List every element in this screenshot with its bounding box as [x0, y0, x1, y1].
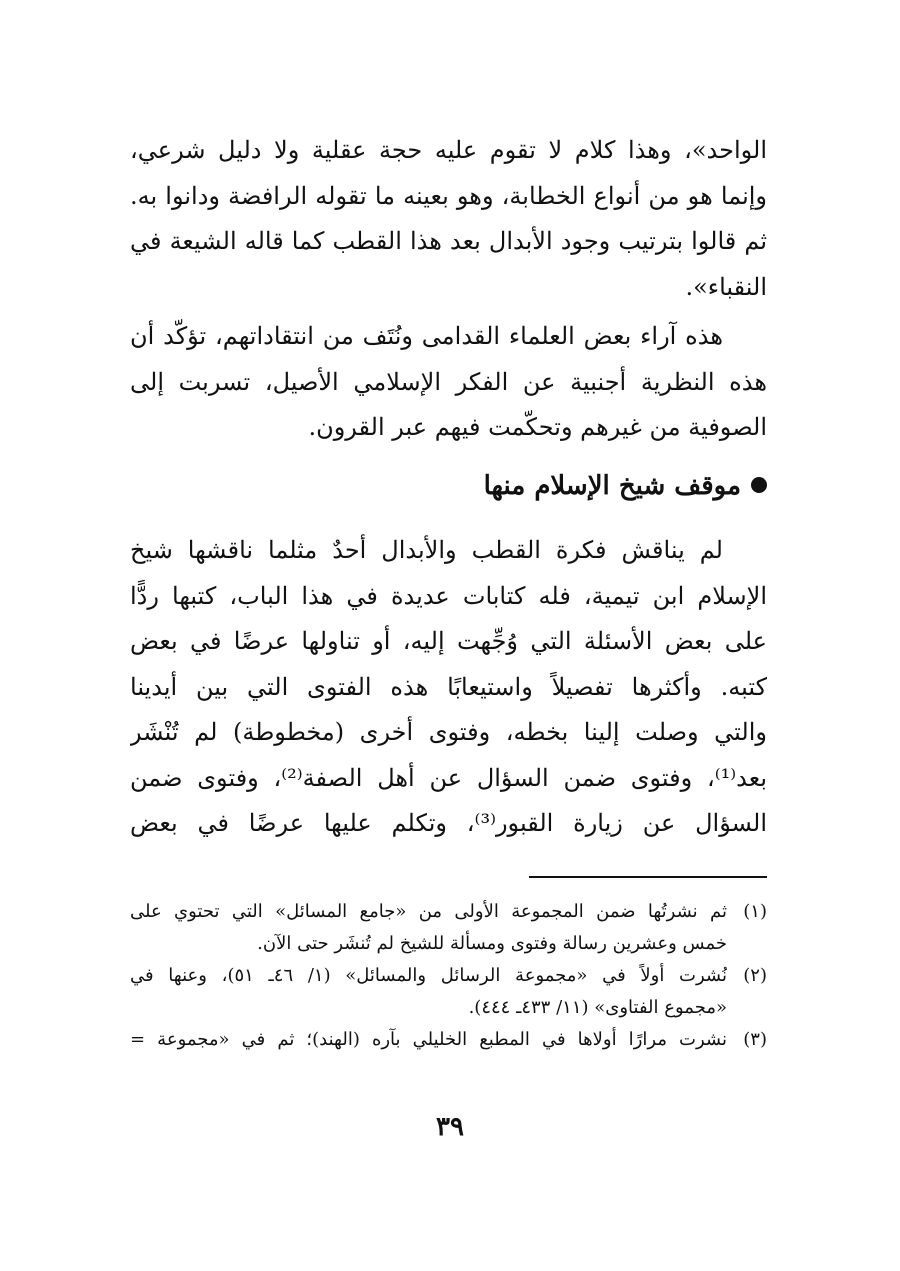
- footnote-line: خمس وعشرين رسالة وفتوى ومسألة للشيخ لم تُنشَر حتى الآن.: [257, 933, 727, 954]
- bullet-icon: [751, 477, 767, 493]
- text-line: النقباء».: [685, 272, 767, 301]
- paragraph-1: [130, 128, 767, 310]
- text-line: وإنما هو من أنواع الخطابة، وهو بعينه ما تقوله الرافضة ودانوا به.: [130, 181, 767, 210]
- footnote-number: (٣): [743, 1029, 767, 1050]
- footnotes: [130, 896, 767, 1056]
- footnote-number: (٢): [743, 965, 767, 986]
- text-line: لم يناقش فكرة القطب والأبدال أحدٌ مثلما ناقشها شيخ: [130, 536, 723, 564]
- footnote-3: [130, 1024, 767, 1056]
- text-line: الصوفية من غيرهم وتحكّمت فيهم عبر القرون.: [308, 413, 767, 441]
- page-number: ٣٩: [436, 1112, 464, 1142]
- text-line: بعد⁽¹⁾، وفتوى ضمن السؤال عن أهل الصفة⁽²⁾، وفتوى ضمن: [130, 763, 767, 792]
- text-line: الإسلام ابن تيمية، فله كتابات عديدة في هذا الباب، كتبها ردًّا: [130, 581, 767, 610]
- text-line: هذه النظرية أجنبية عن الفكر الإسلامي الأصيل، تسربت إلى: [130, 367, 767, 396]
- text-line: هذه آراء بعض العلماء القدامى ونُتَف من انتقاداتهم، تؤكّد أن: [130, 322, 723, 350]
- text-line: كتبه. وأكثرها تفصيلاً واستيعابًا هذه الفتوى التي بين أيدينا: [130, 672, 767, 701]
- text-line: ثم قالوا بترتيب وجود الأبدال بعد هذا القطب كما قاله الشيعة في: [130, 227, 767, 255]
- paragraph-3: [130, 528, 767, 847]
- section-heading: [130, 466, 767, 506]
- footnote-1: [130, 896, 767, 960]
- footnote-2: [130, 960, 767, 1024]
- footnote-line: «مجموع الفتاوى» (١١/ ٤٣٣ـ ٤٤٤).: [468, 997, 727, 1018]
- text-line: والتي وصلت إلينا بخطه، وفتوى أخرى (مخطوطة) لم تُنْشَر: [130, 718, 767, 746]
- footnote-line: ثم نشرتُها ضمن المجموعة الأولى من «جامع المسائل» التي تحتوي على: [130, 901, 727, 922]
- footnote-number: (١): [743, 901, 767, 922]
- paragraph-2: [130, 314, 767, 451]
- text-line: على بعض الأسئلة التي وُجِّهت إليه، أو تناولها عرضًا في بعض: [130, 627, 767, 655]
- footnote-line: نُشرت أولاً في «مجموعة الرسائل والمسائل» (١/ ٤٦ـ ٥١)، وعنها في: [130, 965, 727, 986]
- text-line: الواحد»، وهذا كلام لا تقوم عليه حجة عقلية ولا دليل شرعي،: [130, 136, 767, 164]
- footnote-divider: [529, 876, 767, 878]
- footnote-line: نشرت مرارًا أولاها في المطبع الخليلي بآره (الهند)؛ ثم في «مجموعة =: [130, 1029, 727, 1050]
- section-heading-text: موقف شيخ الإسلام منها: [483, 471, 741, 501]
- text-line: السؤال عن زيارة القبور⁽³⁾، وتكلم عليها عرضًا في بعض: [130, 809, 767, 837]
